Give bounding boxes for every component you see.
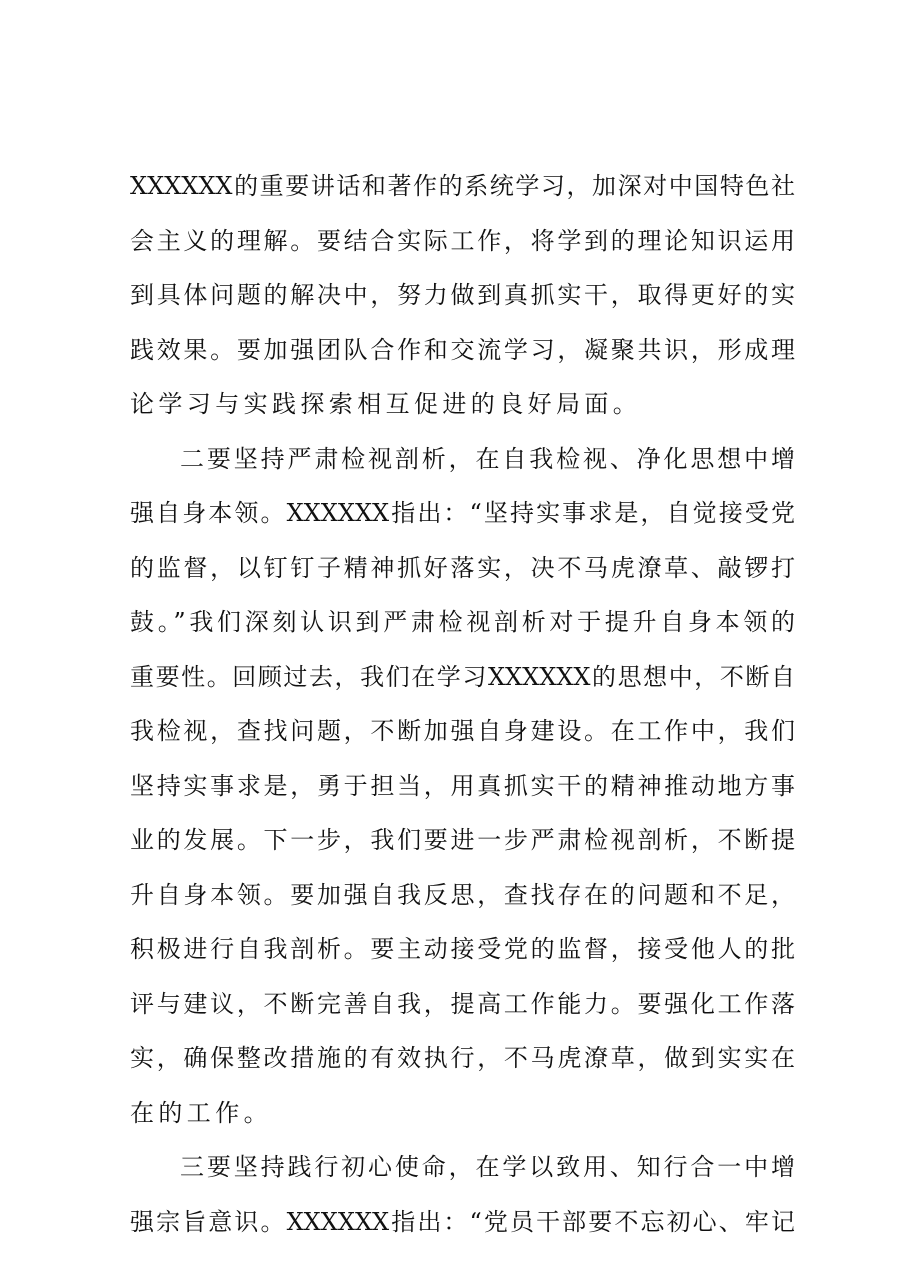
paragraph-3-line-1: 三要坚持践行初心使命，在学以致用、知行合一中增 — [180, 1153, 795, 1181]
paragraph-2-line-13: 在的工作。 — [130, 1099, 272, 1127]
paragraph-1-line-4: 践效果。要加强团队合作和交流学习，凝聚共识，形成理 — [130, 336, 795, 364]
paragraph-2-line-2: 强自身本领。XXXXXX指出：“坚持实事求是，自觉接受党 — [130, 499, 795, 527]
paragraph-3-line-2: 强宗旨意识。XXXXXX指出：“党员干部要不忘初心、牢记 — [130, 1208, 795, 1236]
paragraph-2-line-7: 坚持实事求是，勇于担当，用真抓实干的精神推动地方事 — [130, 772, 795, 800]
paragraph-1-line-2: 会主义的理解。要结合实际工作，将学到的理论知识运用 — [130, 227, 795, 255]
paragraph-2-line-12: 实，确保整改措施的有效执行，不马虎潦草，做到实实在 — [130, 1044, 795, 1072]
paragraph-1-line-1: XXXXXX的重要讲话和著作的系统学习，加深对中国特色社 — [130, 172, 795, 200]
paragraph-1-line-5: 论学习与实践探索相互促进的良好局面。 — [130, 390, 642, 418]
paragraph-2-line-3: 的监督，以钉钉子精神抓好落实，决不马虎潦草、敲锣打 — [130, 554, 795, 582]
paragraph-2-line-4: 鼓。”我们深刻认识到严肃检视剖析对于提升自身本领的 — [130, 608, 795, 636]
paragraph-2-line-8: 业的发展。下一步，我们要进一步严肃检视剖析，不断提 — [130, 826, 795, 854]
paragraph-2-line-1: 二要坚持严肃检视剖析，在自我检视、净化思想中增 — [180, 445, 795, 473]
paragraph-2-line-5: 重要性。回顾过去，我们在学习XXXXXX的思想中，不断自 — [130, 663, 795, 691]
paragraph-2-line-6: 我检视，查找问题，不断加强自身建设。在工作中，我们 — [130, 717, 795, 745]
paragraph-2-line-10: 积极进行自我剖析。要主动接受党的监督，接受他人的批 — [130, 935, 795, 963]
paragraph-1-line-3: 到具体问题的解决中，努力做到真抓实干，取得更好的实 — [130, 281, 795, 309]
paragraph-2-line-9: 升自身本领。要加强自我反思，查找存在的问题和不足， — [130, 881, 795, 909]
paragraph-2-line-11: 评与建议，不断完善自我，提高工作能力。要强化工作落 — [130, 990, 795, 1018]
